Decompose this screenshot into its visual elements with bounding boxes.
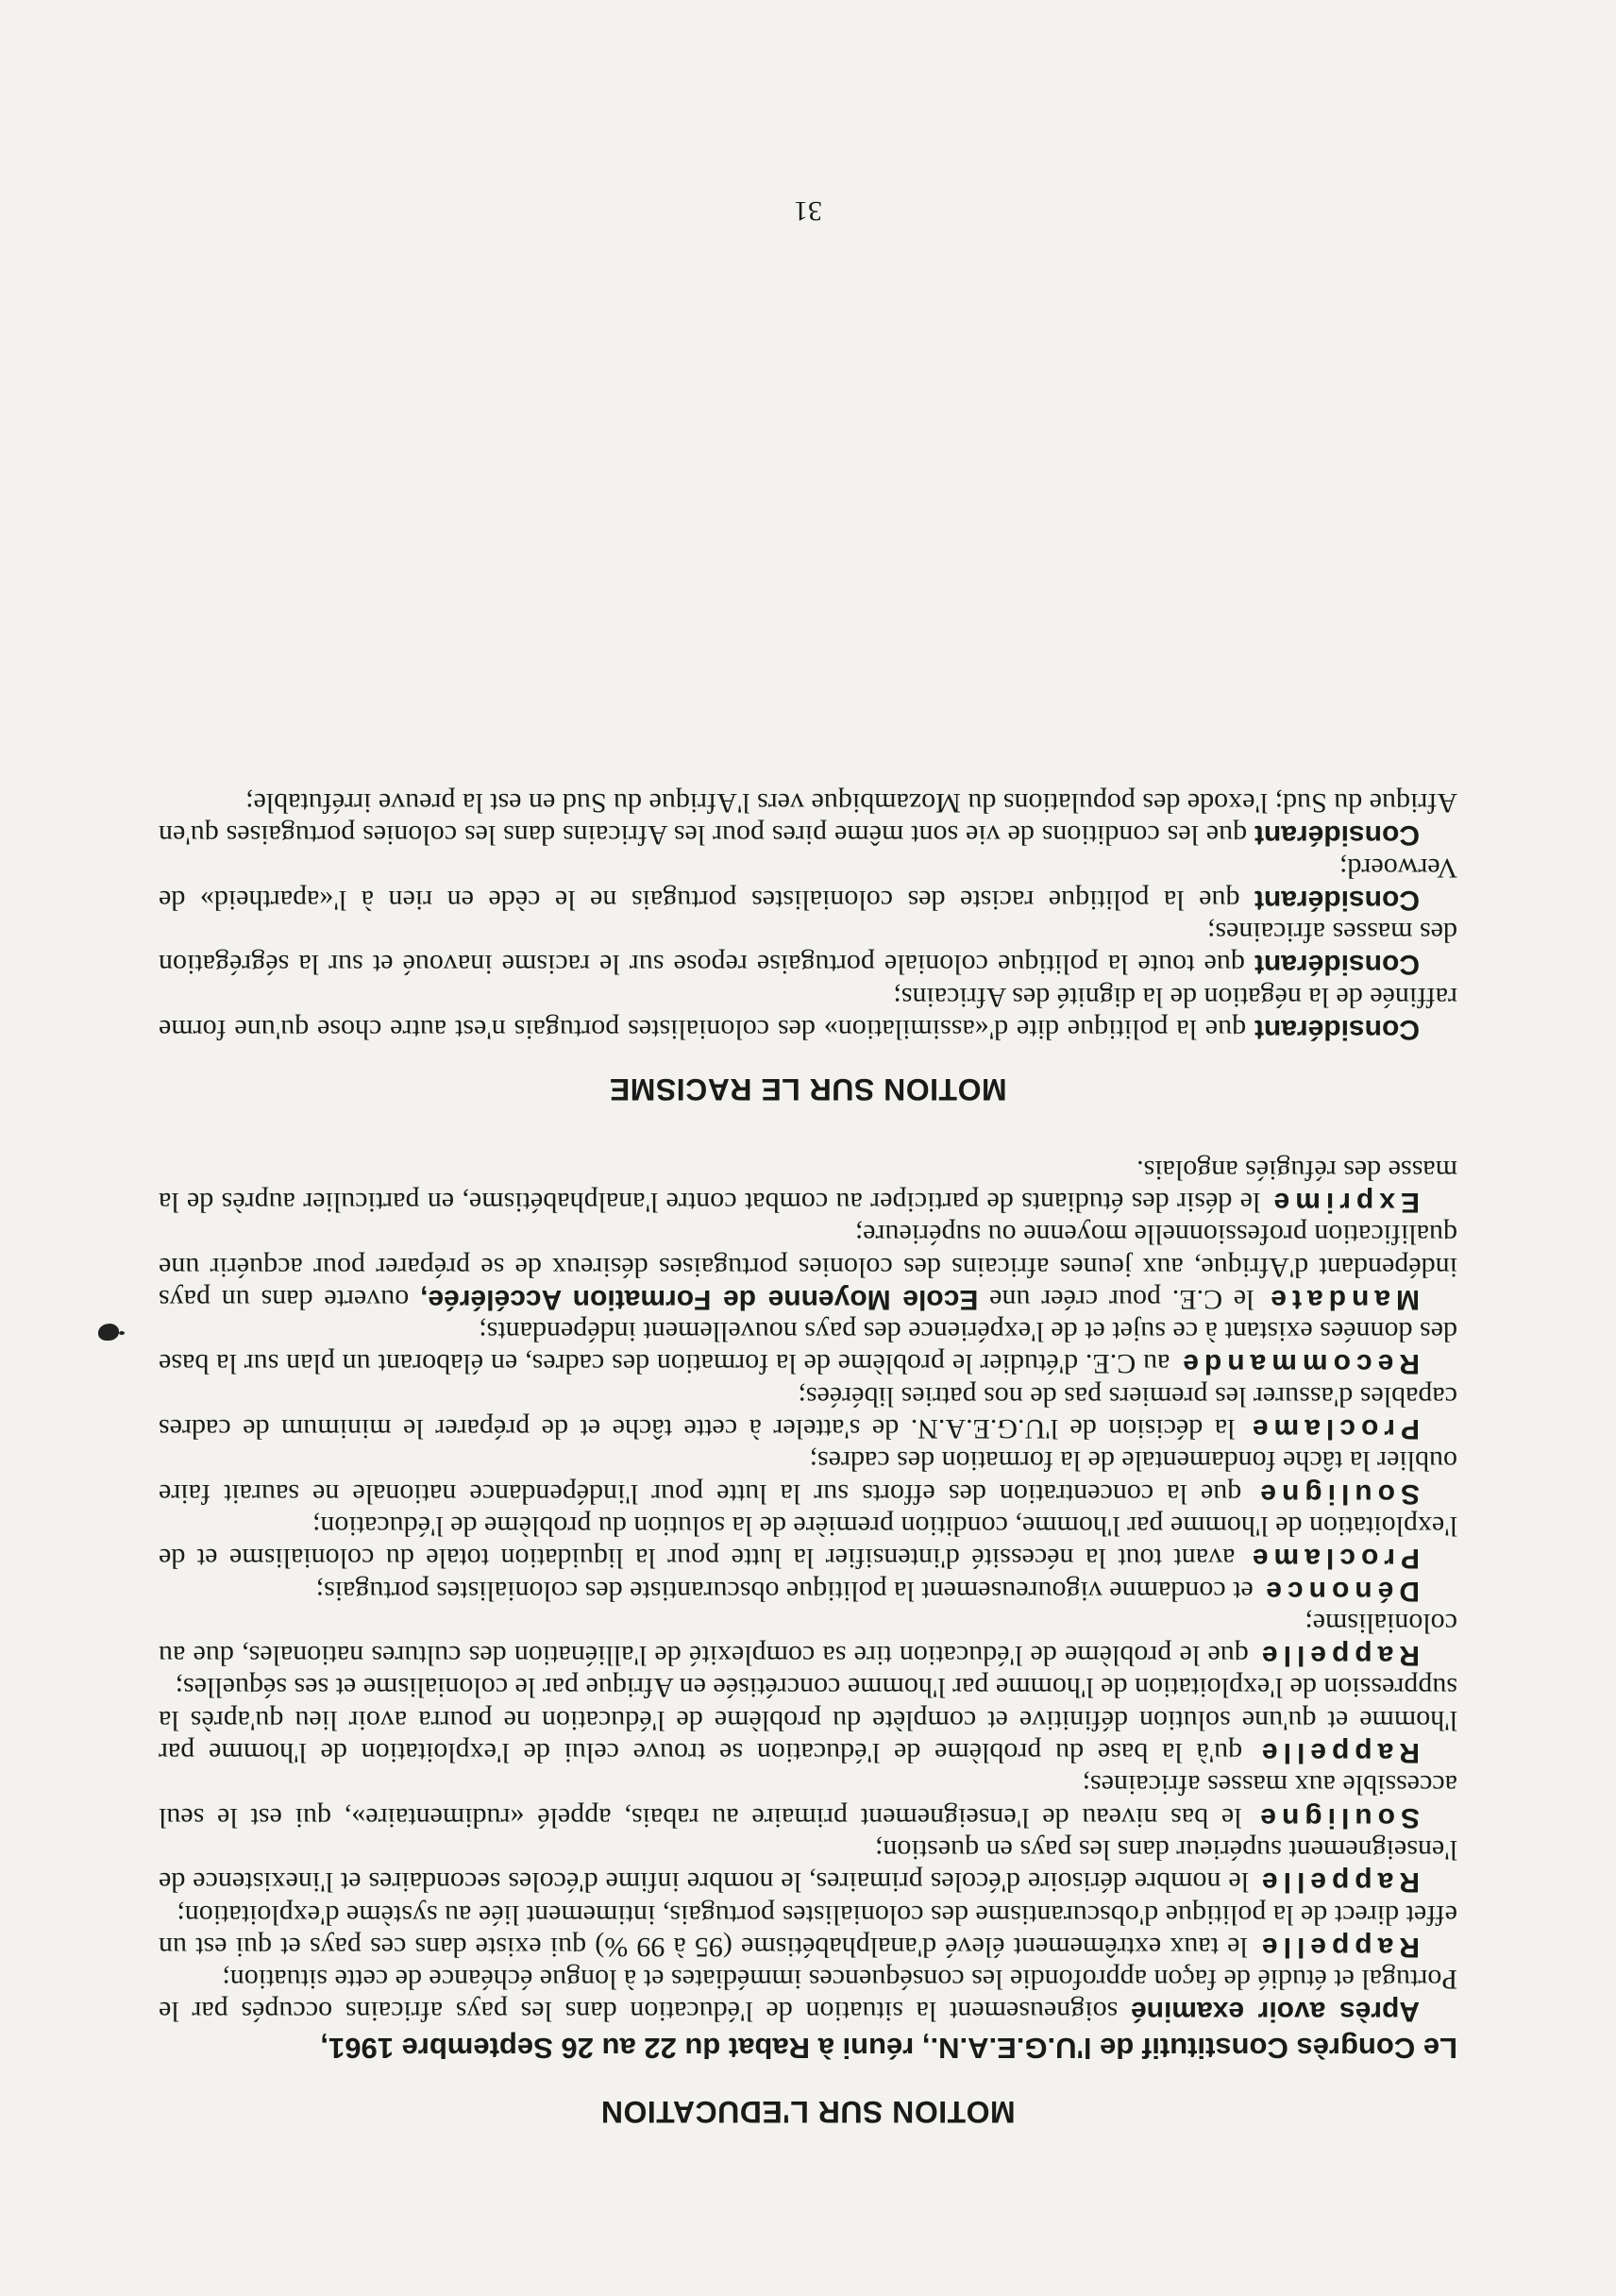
paragraph <box>159 1444 1457 1510</box>
motion-education-lead: Le Congrès Constitutif de l'U.G.E.A.N., réuni à Rabat du 22 au 26 Septembre 1961, <box>320 2031 1457 2065</box>
paragraph-text: le bas niveau de l'enseignement primaire au rabais, appelé «rudimentaire», qui est le seul accessible aux masses africaines; <box>159 1769 1457 1833</box>
motion-racism-title: MOTION SUR LE RACISME <box>609 1072 1007 1107</box>
paragraph-text: le désir des étudiants de participer au combat contre l'analphabétisme, en particulier auprès de la masse des réfugiés angolais. <box>159 1154 1457 1218</box>
paragraph-text: qu'à la base du problème de l'éducation se trouve celui de l'exploitation de l'homme par l'homme et qu'une solution définitive et complète du problème de l'éducation ne pourra avoir lieu qu'après la suppression de l'exploitation de l'homme par l'homme concrétisée en Afrique par le colonialisme et ses séquelles; <box>159 1672 1457 1769</box>
paragraph <box>159 1218 1457 1315</box>
motion-education-title: MOTION SUR L'EDUCATION <box>600 2095 1016 2129</box>
paragraph-verb: Rappelle <box>1255 1866 1420 1899</box>
paragraph-verb: Rappelle <box>1255 1931 1420 1963</box>
paragraph-text: que les conditions de vie sont même pires pour les Africains dans les colonies portugaises qu'en Afrique du Sud; l'exode des populations du Mozambique vers l'Afrique du Sud en est la preuve irréfutable; <box>159 787 1457 852</box>
paragraph <box>159 1153 1457 1218</box>
paragraph-verb: Proclame <box>1246 1543 1420 1575</box>
paragraph <box>159 1898 1457 1963</box>
ink-spot <box>98 1324 119 1341</box>
paragraph-label: Considérant <box>1254 1014 1420 1046</box>
page-number: 31 <box>794 195 822 227</box>
paragraph <box>159 981 1457 1046</box>
paragraph-label: Considérant <box>1254 949 1420 981</box>
paragraph-text: ouverte dans un pays indépendant d'Afrique, aux jeunes africains des colonies portugaises désireux de se préparer pour acquérir une qualification professionnelle moyenne ou supérieure; <box>158 1219 1457 1315</box>
paragraph <box>159 1315 1457 1380</box>
paragraph-verb: Dénonce <box>1260 1575 1420 1607</box>
paragraph <box>159 786 1457 852</box>
paragraph-text: avant tout la nécessité d'intensifier la lutte pour la liquidation totale du colonialisme et de l'exploitation de l'homme par l'homme, condition première de la solution du problème de l'éducation; <box>159 1510 1457 1575</box>
paragraph-verb: Rappelle <box>1255 1640 1420 1672</box>
paragraph-text: que la politique raciste des colonialistes portugais ne le cède en rien à l'«apartheid» de Verwoerd; <box>159 852 1457 916</box>
paragraph-text: et condamne vigoureusement la politique obscurantiste des colonialistes portugais; <box>315 1575 1261 1607</box>
paragraph <box>159 1379 1457 1444</box>
school-name: Ecole Moyenne de Formation Accélérée, <box>420 1283 979 1315</box>
paragraph-text: que le problème de l'éducation tire sa complexité de l'alliénation des cultures nationales, due au colonialisme; <box>159 1607 1457 1672</box>
paragraph-text: que la politique dite d'«assimilation» des colonialistes portugais n'est autre chose qu'une forme raffinée de la négation de la dignité des Africains; <box>159 981 1457 1046</box>
paragraph-verb: Souligne <box>1254 1801 1420 1833</box>
paragraph-text: le C.E. pour créer une <box>978 1283 1266 1315</box>
paragraph-verb: Mandate <box>1265 1283 1420 1315</box>
paragraph-text: soigneusement la situation de l'éducation dans les pays africains occupés par le Portugal et étudié de façon approfondie les conséquences immédiates et à longue échéance de cette situation; <box>159 1964 1457 2028</box>
paragraph-verb: Rappelle <box>1255 1737 1420 1769</box>
paragraph-verb: Souligne <box>1254 1477 1420 1510</box>
paragraph <box>159 1671 1457 1768</box>
paragraph-text: le nombre dérisoire d'écoles primaires, le nombre infime d'écoles secondaires et l'inexistence de l'enseignement supérieur dans les pays en question; <box>159 1833 1457 1899</box>
page-content <box>159 786 1457 2128</box>
paragraph <box>159 1963 1457 2028</box>
paragraph <box>159 1607 1457 1672</box>
paragraph-verb: Après avoir examiné <box>1131 1996 1420 2028</box>
paragraph-text: que toute la politique coloniale portugaise repose sur le racisme inavoué et sur la ségrégation des masses africaines; <box>159 917 1457 981</box>
paragraph <box>159 851 1457 916</box>
paragraph-label: Considérant <box>1254 819 1420 852</box>
paragraph-text: la décision de l'U.G.E.A.N. de s'atteler à cette tâche et de préparer le minimum de cadres capables d'assurer les premiers pas de nos patries libérées; <box>159 1380 1457 1445</box>
paragraph-verb: Proclame <box>1246 1413 1420 1445</box>
paragraph <box>159 1510 1457 1575</box>
paragraph <box>159 1574 1457 1606</box>
paragraph-verb: Recommande <box>1177 1348 1420 1380</box>
paragraph-label: Considérant <box>1254 884 1420 916</box>
paragraph-verb: Exprime <box>1268 1186 1420 1218</box>
paragraph <box>159 1768 1457 1833</box>
paragraph-text: que la concentration des efforts sur la lutte pour l'indépendance nationale ne saurait faire oublier la tâche fondamentale de la formation des cadres; <box>159 1445 1457 1510</box>
paragraph <box>159 916 1457 981</box>
paragraph <box>159 1833 1457 1899</box>
paragraph-text: le taux extrêmement élevé d'analphabétisme (95 à 99 %) qui existe dans ces pays et qui est un effet direct de la politique d'obscurantisme des colonialistes portugais, intimement liée au système d'exploitation; <box>159 1899 1457 1963</box>
paragraph-text: au C.E. d'étudier le problème de la formation des cadres, en élaborant un plan sur la base des données existant à ce sujet et de l'expérience des pays nouvellement indépendants; <box>159 1316 1457 1380</box>
